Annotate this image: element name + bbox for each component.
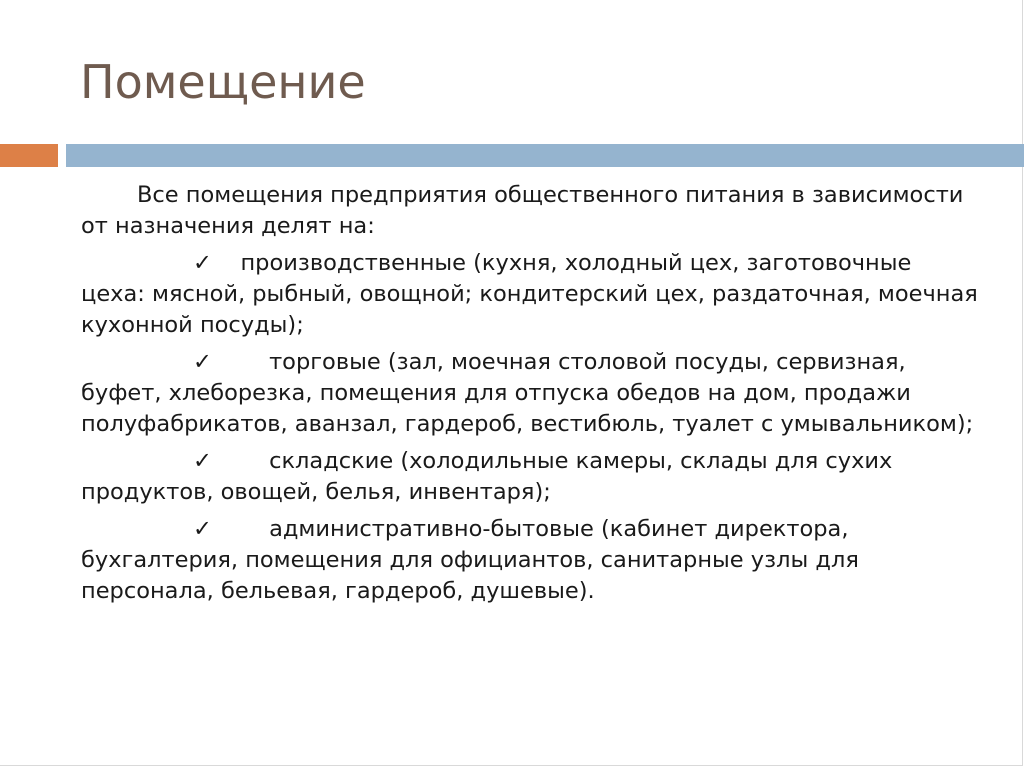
item-spacer bbox=[212, 448, 269, 474]
list-item-text: производственные (кухня, холодный цех, заготовочные цеха: мясной, рыбный, овощной; кондитерский цех, раздаточная, моечная кухонной посуды); bbox=[81, 250, 985, 338]
item-spacer bbox=[212, 250, 241, 276]
checkmark-icon: ✓ bbox=[193, 448, 212, 474]
list-item-text: складские (холодильные камеры, склады для сухих продуктов, овощей, белья, инвентаря); bbox=[81, 448, 900, 505]
list-item-production bbox=[81, 248, 985, 341]
title-accent-bar bbox=[0, 144, 58, 167]
list-item-text: торговые (зал, моечная столовой посуды, сервизная, буфет, хлеборезка, помещения для отпуска обедов на дом, продажи полуфабрикатов, аванзал, гардероб, вестибюль, туалет с умывальником); bbox=[81, 349, 974, 437]
title-divider-bar bbox=[66, 144, 1024, 167]
checkmark-icon: ✓ bbox=[193, 250, 212, 276]
list-item-trade bbox=[81, 347, 981, 440]
intro-text: Все помещения предприятия общественного питания в зависимости от назначения делят на: bbox=[81, 182, 971, 239]
checkmark-icon: ✓ bbox=[193, 516, 212, 542]
list-item-administrative bbox=[81, 514, 981, 607]
list-item-storage bbox=[81, 446, 981, 508]
list-item-text: административно-бытовые (кабинет директора, бухгалтерия, помещения для официантов, санитарные узлы для персонала, бельевая, гардероб, душевые). bbox=[81, 516, 867, 604]
slide-title: Помещение bbox=[80, 55, 366, 109]
item-spacer bbox=[212, 349, 269, 375]
checkmark-icon: ✓ bbox=[193, 349, 212, 375]
intro-paragraph bbox=[81, 180, 981, 242]
slide-body bbox=[81, 180, 985, 613]
item-spacer bbox=[212, 516, 269, 542]
